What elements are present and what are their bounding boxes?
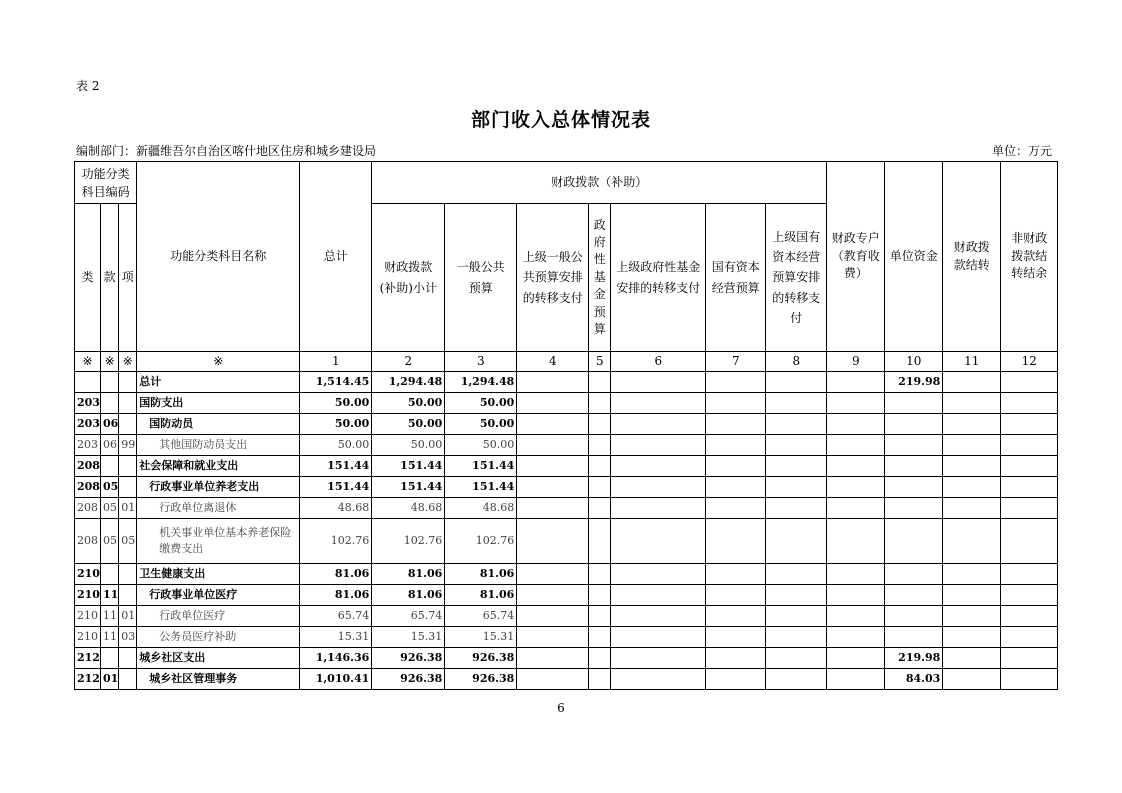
empty-cell bbox=[611, 627, 706, 648]
empty-cell bbox=[611, 606, 706, 627]
unit-funds-cell bbox=[885, 393, 943, 414]
empty-cell bbox=[766, 519, 827, 564]
empty-cell bbox=[766, 372, 827, 393]
table-row bbox=[75, 669, 1058, 690]
lei-code-cell bbox=[75, 372, 101, 393]
empty-cell bbox=[517, 372, 589, 393]
empty-cell bbox=[943, 585, 1001, 606]
empty-cell bbox=[589, 498, 611, 519]
empty-cell bbox=[517, 456, 589, 477]
general-cell: 15.31 bbox=[445, 627, 517, 648]
table-row bbox=[75, 435, 1058, 456]
empty-cell bbox=[589, 606, 611, 627]
subject-name-cell: 卫生健康支出 bbox=[137, 564, 300, 585]
empty-cell bbox=[589, 372, 611, 393]
empty-cell bbox=[1001, 648, 1058, 669]
lei-code-cell: 210 bbox=[75, 564, 101, 585]
total-header: 总计 bbox=[300, 162, 372, 352]
unit-funds-cell bbox=[885, 564, 943, 585]
unit-funds-cell: 84.03 bbox=[885, 669, 943, 690]
kuan-code-cell: 11 bbox=[100, 585, 118, 606]
index-cell: 5 bbox=[589, 352, 611, 372]
kuan-code-cell: 05 bbox=[100, 519, 118, 564]
empty-cell bbox=[517, 519, 589, 564]
empty-cell bbox=[827, 648, 885, 669]
index-cell: 11 bbox=[943, 352, 1001, 372]
empty-cell bbox=[766, 648, 827, 669]
empty-cell bbox=[706, 627, 766, 648]
empty-cell bbox=[706, 414, 766, 435]
total-cell: 50.00 bbox=[300, 414, 372, 435]
empty-cell bbox=[943, 456, 1001, 477]
unit-funds-cell bbox=[885, 627, 943, 648]
lei-code-cell: 203 bbox=[75, 414, 101, 435]
empty-cell bbox=[517, 606, 589, 627]
empty-cell bbox=[706, 606, 766, 627]
empty-cell bbox=[517, 669, 589, 690]
total-cell: 102.76 bbox=[300, 519, 372, 564]
unit-funds-cell bbox=[885, 606, 943, 627]
kuan-code-cell bbox=[100, 564, 118, 585]
empty-cell bbox=[589, 456, 611, 477]
unit-funds-cell bbox=[885, 519, 943, 564]
empty-cell bbox=[827, 372, 885, 393]
subject-name-cell: 城乡社区支出 bbox=[137, 648, 300, 669]
empty-cell bbox=[611, 477, 706, 498]
subtotal-cell: 1,294.48 bbox=[372, 372, 445, 393]
subject-name-header: 功能分类科目名称 bbox=[137, 162, 300, 352]
empty-cell bbox=[827, 435, 885, 456]
unit-funds-cell bbox=[885, 456, 943, 477]
total-cell: 151.44 bbox=[300, 477, 372, 498]
empty-cell bbox=[611, 669, 706, 690]
xiang-code-cell bbox=[119, 648, 137, 669]
general-cell: 81.06 bbox=[445, 585, 517, 606]
empty-cell bbox=[706, 564, 766, 585]
total-cell: 151.44 bbox=[300, 456, 372, 477]
upper-fund-transfer-header: 上级政府性基金安排的转移支付 bbox=[611, 204, 706, 352]
subtotal-cell: 50.00 bbox=[372, 393, 445, 414]
empty-cell bbox=[611, 435, 706, 456]
upper-capital-transfer-header: 上级国有资本经营预算安排的转移支付 bbox=[766, 204, 827, 352]
subtotal-cell: 151.44 bbox=[372, 456, 445, 477]
total-cell: 50.00 bbox=[300, 435, 372, 456]
empty-cell bbox=[766, 393, 827, 414]
empty-cell bbox=[706, 585, 766, 606]
empty-cell bbox=[517, 648, 589, 669]
general-cell: 102.76 bbox=[445, 519, 517, 564]
empty-cell bbox=[589, 414, 611, 435]
fiscal-carryover-header: 财政拨款结转 bbox=[943, 162, 1001, 352]
empty-cell bbox=[611, 519, 706, 564]
kuan-code-cell: 11 bbox=[100, 606, 118, 627]
lei-header: 类 bbox=[75, 204, 101, 352]
empty-cell bbox=[706, 669, 766, 690]
subject-name-cell: 社会保障和就业支出 bbox=[137, 456, 300, 477]
index-cell: 7 bbox=[706, 352, 766, 372]
subtotal-cell: 81.06 bbox=[372, 564, 445, 585]
empty-cell bbox=[943, 372, 1001, 393]
kuan-code-cell bbox=[100, 456, 118, 477]
empty-cell bbox=[766, 606, 827, 627]
empty-cell bbox=[827, 498, 885, 519]
empty-cell bbox=[1001, 456, 1058, 477]
lei-code-cell: 208 bbox=[75, 477, 101, 498]
table-label: 表 2 bbox=[76, 79, 100, 93]
unit-funds-cell bbox=[885, 414, 943, 435]
table-row bbox=[75, 585, 1058, 606]
table-row bbox=[75, 393, 1058, 414]
unit-funds-cell: 219.98 bbox=[885, 648, 943, 669]
empty-cell bbox=[827, 564, 885, 585]
empty-cell bbox=[827, 627, 885, 648]
lei-code-cell: 208 bbox=[75, 519, 101, 564]
subtotal-cell: 50.00 bbox=[372, 435, 445, 456]
general-cell: 151.44 bbox=[445, 456, 517, 477]
subject-name-cell: 总计 bbox=[137, 372, 300, 393]
subtotal-cell: 65.74 bbox=[372, 606, 445, 627]
empty-cell bbox=[1001, 564, 1058, 585]
subject-name-cell: 其他国防动员支出 bbox=[137, 435, 300, 456]
empty-cell bbox=[611, 585, 706, 606]
general-cell: 50.00 bbox=[445, 414, 517, 435]
empty-cell bbox=[766, 498, 827, 519]
xiang-code-cell: 01 bbox=[119, 606, 137, 627]
kuan-code-cell: 01 bbox=[100, 669, 118, 690]
subtotal-cell: 926.38 bbox=[372, 669, 445, 690]
fiscal-subtotal-header: 财政拨款(补助)小计 bbox=[372, 204, 445, 352]
table-row bbox=[75, 477, 1058, 498]
index-cell: 2 bbox=[372, 352, 445, 372]
lei-code-cell: 203 bbox=[75, 393, 101, 414]
empty-cell bbox=[943, 414, 1001, 435]
total-cell: 48.68 bbox=[300, 498, 372, 519]
lei-code-cell: 210 bbox=[75, 585, 101, 606]
subtotal-cell: 102.76 bbox=[372, 519, 445, 564]
fiscal-special-header: 财政专户（教育收费） bbox=[827, 162, 885, 352]
kuan-code-cell: 11 bbox=[100, 627, 118, 648]
kuan-code-cell: 06 bbox=[100, 414, 118, 435]
index-cell: 3 bbox=[445, 352, 517, 372]
lei-code-cell: 208 bbox=[75, 456, 101, 477]
xiang-code-cell: 03 bbox=[119, 627, 137, 648]
empty-cell bbox=[1001, 606, 1058, 627]
empty-cell bbox=[827, 519, 885, 564]
empty-cell bbox=[943, 627, 1001, 648]
empty-cell bbox=[943, 498, 1001, 519]
empty-cell bbox=[766, 564, 827, 585]
empty-cell bbox=[706, 456, 766, 477]
fiscal-group-header: 财政拨款（补助） bbox=[372, 162, 827, 204]
kuan-code-cell bbox=[100, 648, 118, 669]
kuan-code-cell: 05 bbox=[100, 498, 118, 519]
empty-cell bbox=[706, 648, 766, 669]
empty-cell bbox=[517, 414, 589, 435]
empty-cell bbox=[1001, 477, 1058, 498]
xiang-code-cell bbox=[119, 669, 137, 690]
table-row bbox=[75, 414, 1058, 435]
general-cell: 65.74 bbox=[445, 606, 517, 627]
index-cell: ※ bbox=[119, 352, 137, 372]
index-cell: 4 bbox=[517, 352, 589, 372]
empty-cell bbox=[611, 498, 706, 519]
subtotal-cell: 926.38 bbox=[372, 648, 445, 669]
total-cell: 81.06 bbox=[300, 564, 372, 585]
page-number: 6 bbox=[557, 701, 565, 715]
total-cell: 50.00 bbox=[300, 393, 372, 414]
empty-cell bbox=[611, 393, 706, 414]
subject-name-cell: 国防支出 bbox=[137, 393, 300, 414]
empty-cell bbox=[766, 477, 827, 498]
empty-cell bbox=[589, 477, 611, 498]
general-cell: 1,294.48 bbox=[445, 372, 517, 393]
total-cell: 1,010.41 bbox=[300, 669, 372, 690]
empty-cell bbox=[611, 564, 706, 585]
empty-cell bbox=[611, 414, 706, 435]
unit-funds-cell: 219.98 bbox=[885, 372, 943, 393]
empty-cell bbox=[943, 564, 1001, 585]
nonfiscal-carryover-header: 非财政拨款结转结余 bbox=[1001, 162, 1058, 352]
empty-cell bbox=[1001, 519, 1058, 564]
empty-cell bbox=[1001, 627, 1058, 648]
total-cell: 15.31 bbox=[300, 627, 372, 648]
total-cell: 1,514.45 bbox=[300, 372, 372, 393]
xiang-code-cell bbox=[119, 372, 137, 393]
empty-cell bbox=[766, 435, 827, 456]
empty-cell bbox=[589, 393, 611, 414]
empty-cell bbox=[611, 456, 706, 477]
lei-code-cell: 210 bbox=[75, 606, 101, 627]
general-cell: 81.06 bbox=[445, 564, 517, 585]
unit-funds-cell bbox=[885, 435, 943, 456]
empty-cell bbox=[611, 648, 706, 669]
unit-funds-header: 单位资金 bbox=[885, 162, 943, 352]
unit-funds-cell bbox=[885, 585, 943, 606]
empty-cell bbox=[589, 627, 611, 648]
subtotal-cell: 81.06 bbox=[372, 585, 445, 606]
empty-cell bbox=[827, 456, 885, 477]
empty-cell bbox=[827, 585, 885, 606]
table-row bbox=[75, 606, 1058, 627]
general-cell: 926.38 bbox=[445, 669, 517, 690]
empty-cell bbox=[517, 435, 589, 456]
empty-cell bbox=[589, 519, 611, 564]
index-cell: 12 bbox=[1001, 352, 1058, 372]
empty-cell bbox=[766, 414, 827, 435]
empty-cell bbox=[517, 564, 589, 585]
general-cell: 50.00 bbox=[445, 435, 517, 456]
xiang-code-cell: 99 bbox=[119, 435, 137, 456]
empty-cell bbox=[827, 606, 885, 627]
empty-cell bbox=[517, 627, 589, 648]
xiang-code-cell bbox=[119, 585, 137, 606]
empty-cell bbox=[589, 669, 611, 690]
xiang-code-cell bbox=[119, 414, 137, 435]
empty-cell bbox=[943, 393, 1001, 414]
kuan-header: 款 bbox=[100, 204, 118, 352]
kuan-code-cell bbox=[100, 393, 118, 414]
empty-cell bbox=[589, 648, 611, 669]
empty-cell bbox=[1001, 393, 1058, 414]
general-cell: 926.38 bbox=[445, 648, 517, 669]
empty-cell bbox=[611, 372, 706, 393]
empty-cell bbox=[1001, 435, 1058, 456]
general-cell: 48.68 bbox=[445, 498, 517, 519]
xiang-code-cell: 01 bbox=[119, 498, 137, 519]
subtotal-cell: 48.68 bbox=[372, 498, 445, 519]
empty-cell bbox=[766, 456, 827, 477]
total-cell: 1,146.36 bbox=[300, 648, 372, 669]
empty-cell bbox=[943, 435, 1001, 456]
general-budget-header: 一般公共预算 bbox=[445, 204, 517, 352]
empty-cell bbox=[1001, 585, 1058, 606]
subject-name-cell: 行政单位离退休 bbox=[137, 498, 300, 519]
xiang-code-cell bbox=[119, 393, 137, 414]
empty-cell bbox=[827, 669, 885, 690]
empty-cell bbox=[766, 585, 827, 606]
xiang-code-cell bbox=[119, 477, 137, 498]
table-body bbox=[75, 372, 1058, 690]
general-cell: 151.44 bbox=[445, 477, 517, 498]
empty-cell bbox=[706, 393, 766, 414]
table-row bbox=[75, 498, 1058, 519]
lei-code-cell: 212 bbox=[75, 648, 101, 669]
index-cell: 1 bbox=[300, 352, 372, 372]
empty-cell bbox=[827, 414, 885, 435]
kuan-code-cell bbox=[100, 372, 118, 393]
subject-name-cell: 行政事业单位医疗 bbox=[137, 585, 300, 606]
empty-cell bbox=[706, 519, 766, 564]
subject-name-cell: 城乡社区管理事务 bbox=[137, 669, 300, 690]
unit-label: 单位：万元 bbox=[991, 144, 1052, 158]
empty-cell bbox=[943, 477, 1001, 498]
unit-funds-cell bbox=[885, 498, 943, 519]
empty-cell bbox=[589, 564, 611, 585]
empty-cell bbox=[943, 606, 1001, 627]
lei-code-cell: 203 bbox=[75, 435, 101, 456]
xiang-code-cell bbox=[119, 456, 137, 477]
empty-cell bbox=[943, 648, 1001, 669]
page-title: 部门收入总体情况表 bbox=[470, 109, 651, 131]
subject-name-cell: 机关事业单位基本养老保险缴费支出 bbox=[137, 519, 300, 564]
subtotal-cell: 151.44 bbox=[372, 477, 445, 498]
index-cell: ※ bbox=[137, 352, 300, 372]
kuan-code-cell: 06 bbox=[100, 435, 118, 456]
total-cell: 65.74 bbox=[300, 606, 372, 627]
empty-cell bbox=[827, 477, 885, 498]
subtotal-cell: 15.31 bbox=[372, 627, 445, 648]
empty-cell bbox=[1001, 498, 1058, 519]
gov-fund-budget-header bbox=[589, 204, 611, 352]
index-cell: 8 bbox=[766, 352, 827, 372]
index-cell: 10 bbox=[885, 352, 943, 372]
unit-funds-cell bbox=[885, 477, 943, 498]
kuan-code-cell: 05 bbox=[100, 477, 118, 498]
state-capital-budget-header: 国有资本经营预算 bbox=[706, 204, 766, 352]
index-row bbox=[75, 352, 1058, 372]
lei-code-cell: 208 bbox=[75, 498, 101, 519]
table-row bbox=[75, 564, 1058, 585]
upper-general-transfer-header: 上级一般公共预算安排的转移支付 bbox=[517, 204, 589, 352]
empty-cell bbox=[706, 477, 766, 498]
subject-name-cell: 行政事业单位养老支出 bbox=[137, 477, 300, 498]
empty-cell bbox=[766, 627, 827, 648]
lei-code-cell: 212 bbox=[75, 669, 101, 690]
empty-cell bbox=[589, 585, 611, 606]
empty-cell bbox=[517, 393, 589, 414]
empty-cell bbox=[1001, 414, 1058, 435]
lei-code-cell: 210 bbox=[75, 627, 101, 648]
subject-name-cell: 国防动员 bbox=[137, 414, 300, 435]
empty-cell bbox=[766, 669, 827, 690]
index-cell: 9 bbox=[827, 352, 885, 372]
empty-cell bbox=[706, 498, 766, 519]
table-row bbox=[75, 519, 1058, 564]
general-cell: 50.00 bbox=[445, 393, 517, 414]
empty-cell bbox=[943, 519, 1001, 564]
xiang-code-cell bbox=[119, 564, 137, 585]
empty-cell bbox=[827, 393, 885, 414]
index-cell: ※ bbox=[75, 352, 101, 372]
empty-cell bbox=[589, 435, 611, 456]
index-cell: 6 bbox=[611, 352, 706, 372]
empty-cell bbox=[706, 372, 766, 393]
subject-name-cell: 行政单位医疗 bbox=[137, 606, 300, 627]
empty-cell bbox=[1001, 669, 1058, 690]
table-row bbox=[75, 627, 1058, 648]
code-group-header: 功能分类科目编码 bbox=[75, 162, 137, 204]
table-row bbox=[75, 648, 1058, 669]
total-cell: 81.06 bbox=[300, 585, 372, 606]
subject-name-cell: 公务员医疗补助 bbox=[137, 627, 300, 648]
xiang-header: 项 bbox=[119, 204, 137, 352]
index-cell: ※ bbox=[100, 352, 118, 372]
empty-cell bbox=[1001, 372, 1058, 393]
empty-cell bbox=[517, 477, 589, 498]
compiling-department: 编制部门：新疆维吾尔自治区喀什地区住房和城乡建设局 bbox=[76, 144, 377, 158]
xiang-code-cell: 05 bbox=[119, 519, 137, 564]
subtotal-cell: 50.00 bbox=[372, 414, 445, 435]
empty-cell bbox=[706, 435, 766, 456]
gov-fund-budget-label: 政府性基金预算 bbox=[593, 217, 606, 336]
income-table bbox=[74, 161, 1058, 690]
empty-cell bbox=[517, 498, 589, 519]
empty-cell bbox=[517, 585, 589, 606]
table-row bbox=[75, 456, 1058, 477]
table-row bbox=[75, 372, 1058, 393]
empty-cell bbox=[943, 669, 1001, 690]
